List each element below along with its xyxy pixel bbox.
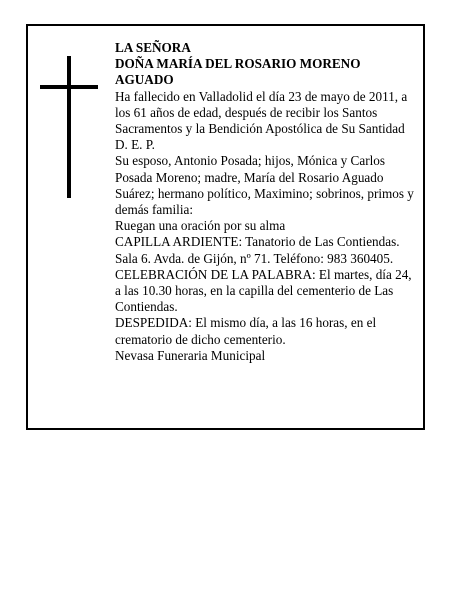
rip-text: D. E. P. xyxy=(115,137,155,153)
notice-text xyxy=(115,40,420,364)
celebration-info: CELEBRACIÓN DE LA PALABRA: El martes, día 24, a las 10.30 horas, en la capilla del cementerio de Las Contiendas. xyxy=(115,266,412,315)
cross-horizontal-bar xyxy=(40,85,98,89)
death-announcement: Ha fallecido en Valladolid el día 23 de mayo de 2011, a los 61 años de edad, después de recibir los Santos Sacramentos y la Bendición Apostólica de Su Santidad xyxy=(115,88,408,137)
chapel-info: CAPILLA ARDIENTE: Tanatorio de Las Contiendas. Sala 6. Avda. de Gijón, nº 71. Teléfono: 983 360405. xyxy=(115,234,400,266)
funeral-home: Nevasa Funeraria Municipal xyxy=(115,347,266,363)
title-honorific: LA SEÑORA xyxy=(115,40,191,55)
family-list: Su esposo, Antonio Posada; hijos, Mónica y Carlos Posada Moreno; madre, María del Rosario Aguado Suárez; hermano político, Maximino; sobrinos, primos y demás familia: xyxy=(115,153,414,218)
cross-icon xyxy=(40,56,98,198)
obituary-notice xyxy=(26,24,425,430)
farewell-info: DESPEDIDA: El mismo día, a las 16 horas, en el crematorio de dicho cementerio. xyxy=(115,315,377,347)
cross-vertical-bar xyxy=(67,56,71,198)
deceased-name: DOÑA MARÍA DEL ROSARIO MORENO AGUADO xyxy=(115,56,361,88)
prayer-request: Ruegan una oración por su alma xyxy=(115,218,286,234)
